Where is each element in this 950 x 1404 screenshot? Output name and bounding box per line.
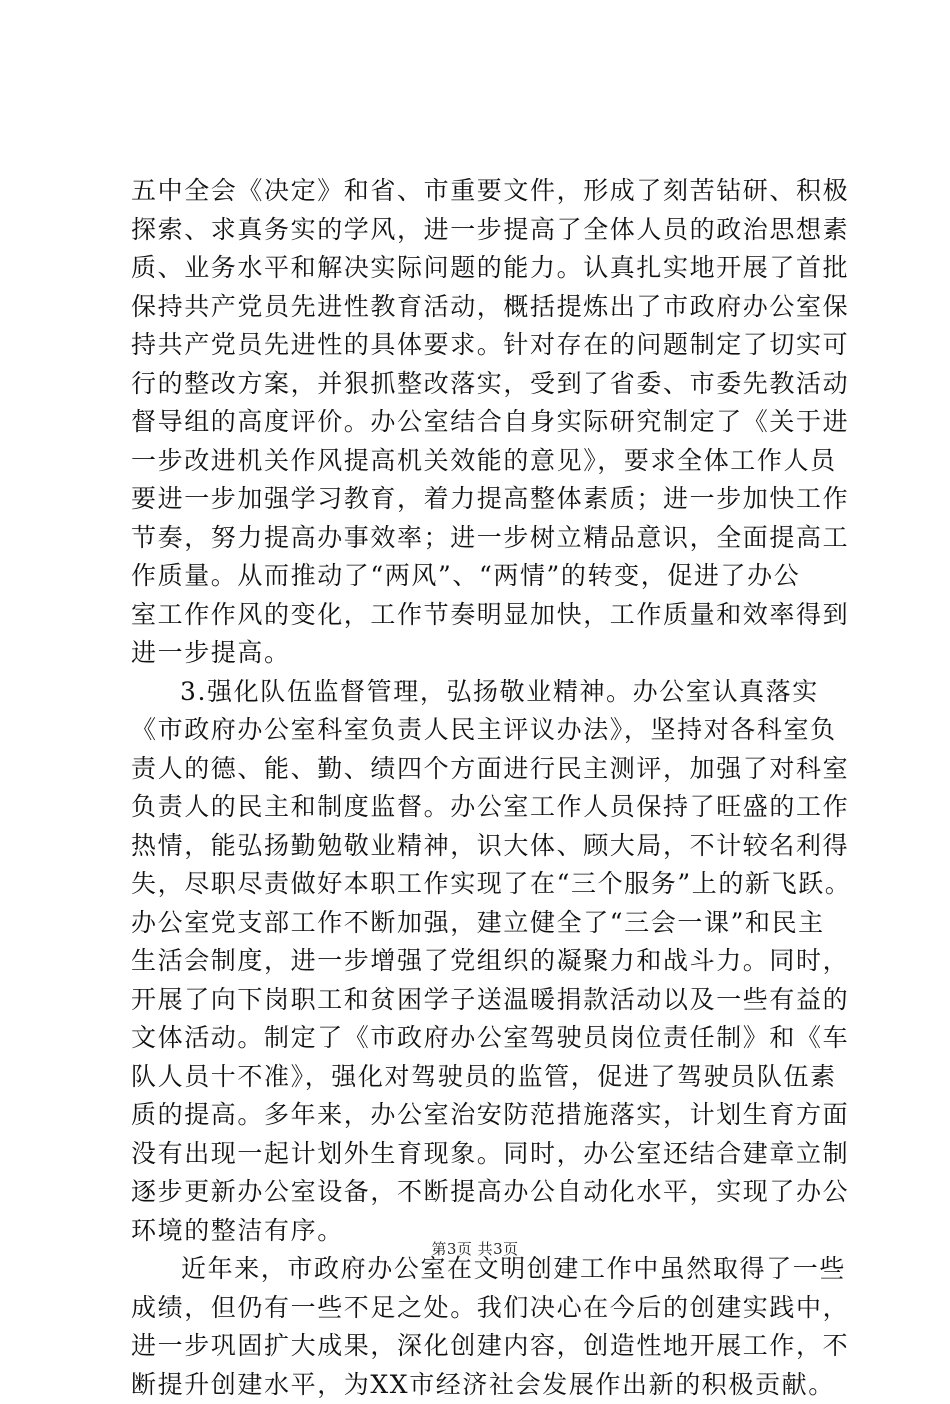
text-line: 生活会制度，进一步增强了党组织的凝聚力和战斗力。同时， (131, 942, 831, 981)
text-line: 探索、求真务实的学风，进一步提高了全体人员的政治思想素 (131, 211, 831, 250)
text-line: 办公室党支部工作不断加强，建立健全了“三会一课”和民主 (131, 904, 831, 943)
text-line: 五中全会《决定》和省、市重要文件，形成了刻苦钻研、积极 (131, 172, 831, 211)
text-line: 热情，能弘扬勤勉敬业精神，识大体、顾大局，不计较名利得 (131, 827, 831, 866)
paragraph-2 (131, 673, 831, 1251)
text-line: 开展了向下岗职工和贫困学子送温暖捐款活动以及一些有益的 (131, 981, 831, 1020)
text-line: 逐步更新办公室设备，不断提高办公自动化水平，实现了办公 (131, 1173, 831, 1212)
text-line: 《市政府办公室科室负责人民主评议办法》，坚持对各科室负 (131, 711, 831, 750)
text-line: 队人员十不准》，强化对驾驶员的监管，促进了驾驶员队伍素 (131, 1058, 831, 1097)
text-line: 持共产党员先进性的具体要求。针对存在的问题制定了切实可 (131, 326, 831, 365)
text-line: 行的整改方案，并狠抓整改落实，受到了省委、市委先教活动 (131, 365, 831, 404)
text-line: 进一步提高。 (131, 634, 831, 673)
text-line: 室工作作风的变化，工作节奏明显加快，工作质量和效率得到 (131, 596, 831, 635)
paragraph-3 (131, 1250, 831, 1404)
text-line: 保持共产党员先进性教育活动，概括提炼出了市政府办公室保 (131, 288, 831, 327)
text-line: 质的提高。多年来，办公室治安防范措施落实，计划生育方面 (131, 1096, 831, 1135)
text-line-indented: 3.强化队伍监督管理，弘扬敬业精神。办公室认真落实 (131, 673, 831, 712)
text-line: 一步改进机关作风提高机关效能的意见》，要求全体工作人员 (131, 442, 831, 481)
text-line: 质、业务水平和解决实际问题的能力。认真扎实地开展了首批 (131, 249, 831, 288)
text-line: 节奏，努力提高办事效率；进一步树立精品意识，全面提高工 (131, 519, 831, 558)
paragraph-1 (131, 172, 831, 673)
page-footer: 第3页 共3页 (0, 1238, 950, 1259)
text-line: 进一步巩固扩大成果，深化创建内容，创造性地开展工作，不 (131, 1327, 831, 1366)
text-line: 没有出现一起计划外生育现象。同时，办公室还结合建章立制 (131, 1135, 831, 1174)
text-line: 环境的整洁有序。 (131, 1212, 831, 1251)
text-line: 断提升创建水平，为XX市经济社会发展作出新的积极贡献。 (131, 1366, 831, 1404)
text-line: 责人的德、能、勤、绩四个方面进行民主测评，加强了对科室 (131, 750, 831, 789)
text-line: 文体活动。制定了《市政府办公室驾驶员岗位责任制》和《车 (131, 1019, 831, 1058)
text-line: 成绩，但仍有一些不足之处。我们决心在今后的创建实践中， (131, 1289, 831, 1328)
text-line-indented: 近年来，市政府办公室在文明创建工作中虽然取得了一些 (131, 1250, 831, 1289)
text-line: 失，尽职尽责做好本职工作实现了在“三个服务”上的新飞跃。 (131, 865, 831, 904)
text-line: 要进一步加强学习教育，着力提高整体素质；进一步加快工作 (131, 480, 831, 519)
text-line: 作质量。从而推动了“两风”、“两情”的转变，促进了办公 (131, 557, 831, 596)
text-line: 负责人的民主和制度监督。办公室工作人员保持了旺盛的工作 (131, 788, 831, 827)
document-body (131, 172, 831, 1404)
text-line: 督导组的高度评价。办公室结合自身实际研究制定了《关于进 (131, 403, 831, 442)
